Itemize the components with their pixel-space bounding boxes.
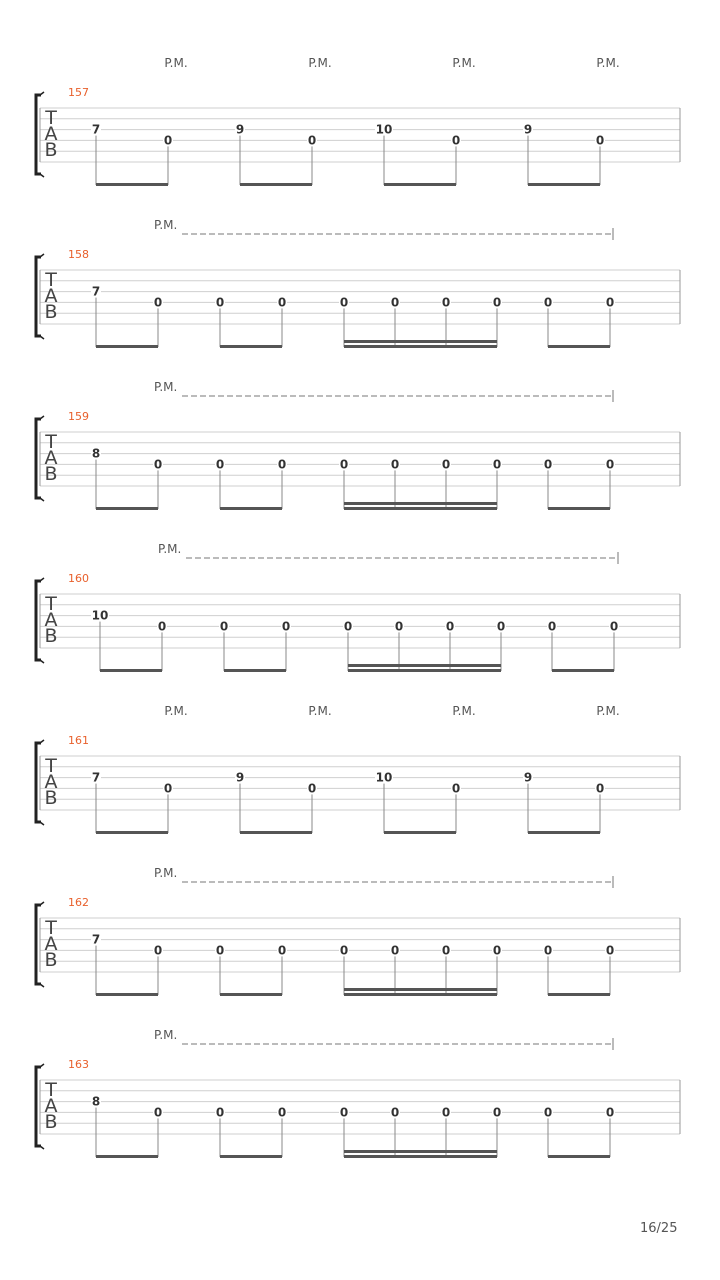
fret-number: 0 — [277, 1105, 287, 1120]
beam — [240, 183, 312, 186]
tab-clef-letter: T — [45, 1079, 57, 1101]
fret-number: 0 — [492, 943, 502, 958]
fret-number: 0 — [215, 943, 225, 958]
beam — [348, 664, 501, 667]
tab-clef-letter: B — [44, 139, 58, 161]
fret-number: 0 — [390, 943, 400, 958]
palm-mute-label: P.M. — [452, 704, 476, 718]
tab-clef-letter: B — [44, 787, 58, 809]
fret-number: 0 — [441, 295, 451, 310]
fret-number: 0 — [492, 1105, 502, 1120]
beam — [220, 1155, 282, 1158]
fret-number: 0 — [605, 1105, 615, 1120]
fret-number: 0 — [281, 619, 291, 634]
measure-number: 163 — [68, 1058, 89, 1071]
beam — [528, 183, 600, 186]
tab-system-158 — [36, 218, 680, 348]
fret-number: 8 — [91, 446, 101, 461]
beam — [344, 507, 497, 510]
fret-number: 0 — [394, 619, 404, 634]
tab-clef-letter: T — [45, 593, 57, 615]
fret-number: 7 — [91, 122, 101, 137]
fret-number: 0 — [339, 457, 349, 472]
fret-number: 0 — [343, 619, 353, 634]
fret-number: 10 — [91, 608, 109, 623]
fret-number: 8 — [91, 1094, 101, 1109]
fret-number: 9 — [523, 770, 533, 785]
beam — [548, 345, 610, 348]
fret-number: 0 — [157, 619, 167, 634]
palm-mute-label: P.M. — [154, 1028, 178, 1042]
palm-mute-label: P.M. — [596, 56, 620, 70]
beam — [552, 669, 614, 672]
beam — [100, 669, 162, 672]
measure-number: 158 — [68, 248, 89, 261]
palm-mute-label: P.M. — [154, 380, 178, 394]
fret-number: 7 — [91, 770, 101, 785]
fret-number: 9 — [235, 770, 245, 785]
fret-number: 0 — [441, 457, 451, 472]
fret-number: 0 — [307, 133, 317, 148]
fret-number: 0 — [547, 619, 557, 634]
measure-number: 159 — [68, 410, 89, 423]
beam — [528, 831, 600, 834]
measure-number: 160 — [68, 572, 89, 585]
fret-number: 0 — [595, 133, 605, 148]
tab-system-157 — [36, 56, 680, 186]
fret-number: 9 — [235, 122, 245, 137]
fret-number: 0 — [153, 457, 163, 472]
tab-clef-letter: B — [44, 1111, 58, 1133]
measure-number: 161 — [68, 734, 89, 747]
fret-number: 0 — [451, 781, 461, 796]
fret-number: 0 — [277, 295, 287, 310]
fret-number: 0 — [219, 619, 229, 634]
beam — [96, 993, 158, 996]
palm-mute-label: P.M. — [308, 56, 332, 70]
beam — [224, 669, 286, 672]
fret-number: 0 — [445, 619, 455, 634]
measure-number: 157 — [68, 86, 89, 99]
tab-clef-letter: A — [44, 285, 58, 307]
beam — [384, 183, 456, 186]
fret-number: 0 — [609, 619, 619, 634]
fret-number: 0 — [605, 457, 615, 472]
page-number: 16/25 — [640, 1221, 678, 1236]
palm-mute-label: P.M. — [164, 56, 188, 70]
fret-number: 0 — [153, 1105, 163, 1120]
beam — [548, 1155, 610, 1158]
tab-system-162 — [36, 866, 680, 996]
fret-number: 0 — [492, 457, 502, 472]
fret-number: 0 — [339, 295, 349, 310]
fret-number: 0 — [390, 295, 400, 310]
beam — [344, 1155, 497, 1158]
beam — [348, 669, 501, 672]
beam — [344, 340, 497, 343]
fret-number: 0 — [215, 295, 225, 310]
tab-clef-letter: B — [44, 301, 58, 323]
palm-mute-label: P.M. — [154, 218, 178, 232]
beam — [96, 345, 158, 348]
fret-number: 0 — [441, 943, 451, 958]
fret-number: 0 — [307, 781, 317, 796]
fret-number: 0 — [595, 781, 605, 796]
tab-clef-letter: T — [45, 269, 57, 291]
tab-clef-letter: T — [45, 431, 57, 453]
fret-number: 0 — [543, 943, 553, 958]
tab-system-161 — [36, 704, 680, 834]
fret-number: 0 — [451, 133, 461, 148]
fret-number: 0 — [215, 457, 225, 472]
fret-number: 0 — [543, 1105, 553, 1120]
fret-number: 10 — [375, 770, 393, 785]
fret-number: 0 — [390, 1105, 400, 1120]
beam — [96, 183, 168, 186]
fret-number: 7 — [91, 932, 101, 947]
beam — [96, 507, 158, 510]
fret-number: 0 — [339, 1105, 349, 1120]
tab-clef-letter: A — [44, 447, 58, 469]
palm-mute-label: P.M. — [596, 704, 620, 718]
fret-number: 0 — [543, 457, 553, 472]
beam — [344, 1150, 497, 1153]
fret-number: 0 — [339, 943, 349, 958]
tab-system-160 — [36, 542, 680, 672]
tab-clef-letter: A — [44, 771, 58, 793]
beam — [96, 1155, 158, 1158]
measure-number: 162 — [68, 896, 89, 909]
tab-clef-letter: A — [44, 933, 58, 955]
fret-number: 0 — [543, 295, 553, 310]
beam — [96, 831, 168, 834]
tab-clef-letter: T — [45, 107, 57, 129]
tab-clef-letter: B — [44, 949, 58, 971]
palm-mute-label: P.M. — [452, 56, 476, 70]
fret-number: 0 — [163, 133, 173, 148]
fret-number: 10 — [375, 122, 393, 137]
beam — [344, 988, 497, 991]
tab-clef-letter: T — [45, 755, 57, 777]
fret-number: 0 — [605, 943, 615, 958]
beam — [548, 993, 610, 996]
tab-system-163 — [36, 1028, 680, 1158]
tab-clef-letter: A — [44, 123, 58, 145]
tab-clef-letter: T — [45, 917, 57, 939]
fret-number: 9 — [523, 122, 533, 137]
tab-clef-letter: B — [44, 625, 58, 647]
fret-number: 0 — [215, 1105, 225, 1120]
fret-number: 0 — [390, 457, 400, 472]
palm-mute-label: P.M. — [158, 542, 182, 556]
tab-clef-letter: B — [44, 463, 58, 485]
palm-mute-label: P.M. — [164, 704, 188, 718]
tab-clef-letter: A — [44, 1095, 58, 1117]
beam — [220, 993, 282, 996]
fret-number: 0 — [277, 457, 287, 472]
fret-number: 7 — [91, 284, 101, 299]
fret-number: 0 — [163, 781, 173, 796]
beam — [240, 831, 312, 834]
beam — [344, 502, 497, 505]
tab-system-159 — [36, 380, 680, 510]
beam — [220, 345, 282, 348]
fret-number: 0 — [496, 619, 506, 634]
palm-mute-label: P.M. — [308, 704, 332, 718]
beam — [384, 831, 456, 834]
beam — [344, 345, 497, 348]
beam — [548, 507, 610, 510]
fret-number: 0 — [441, 1105, 451, 1120]
fret-number: 0 — [153, 943, 163, 958]
fret-number: 0 — [605, 295, 615, 310]
fret-number: 0 — [153, 295, 163, 310]
beam — [344, 993, 497, 996]
palm-mute-label: P.M. — [154, 866, 178, 880]
beam — [220, 507, 282, 510]
fret-number: 0 — [492, 295, 502, 310]
tab-clef-letter: A — [44, 609, 58, 631]
fret-number: 0 — [277, 943, 287, 958]
